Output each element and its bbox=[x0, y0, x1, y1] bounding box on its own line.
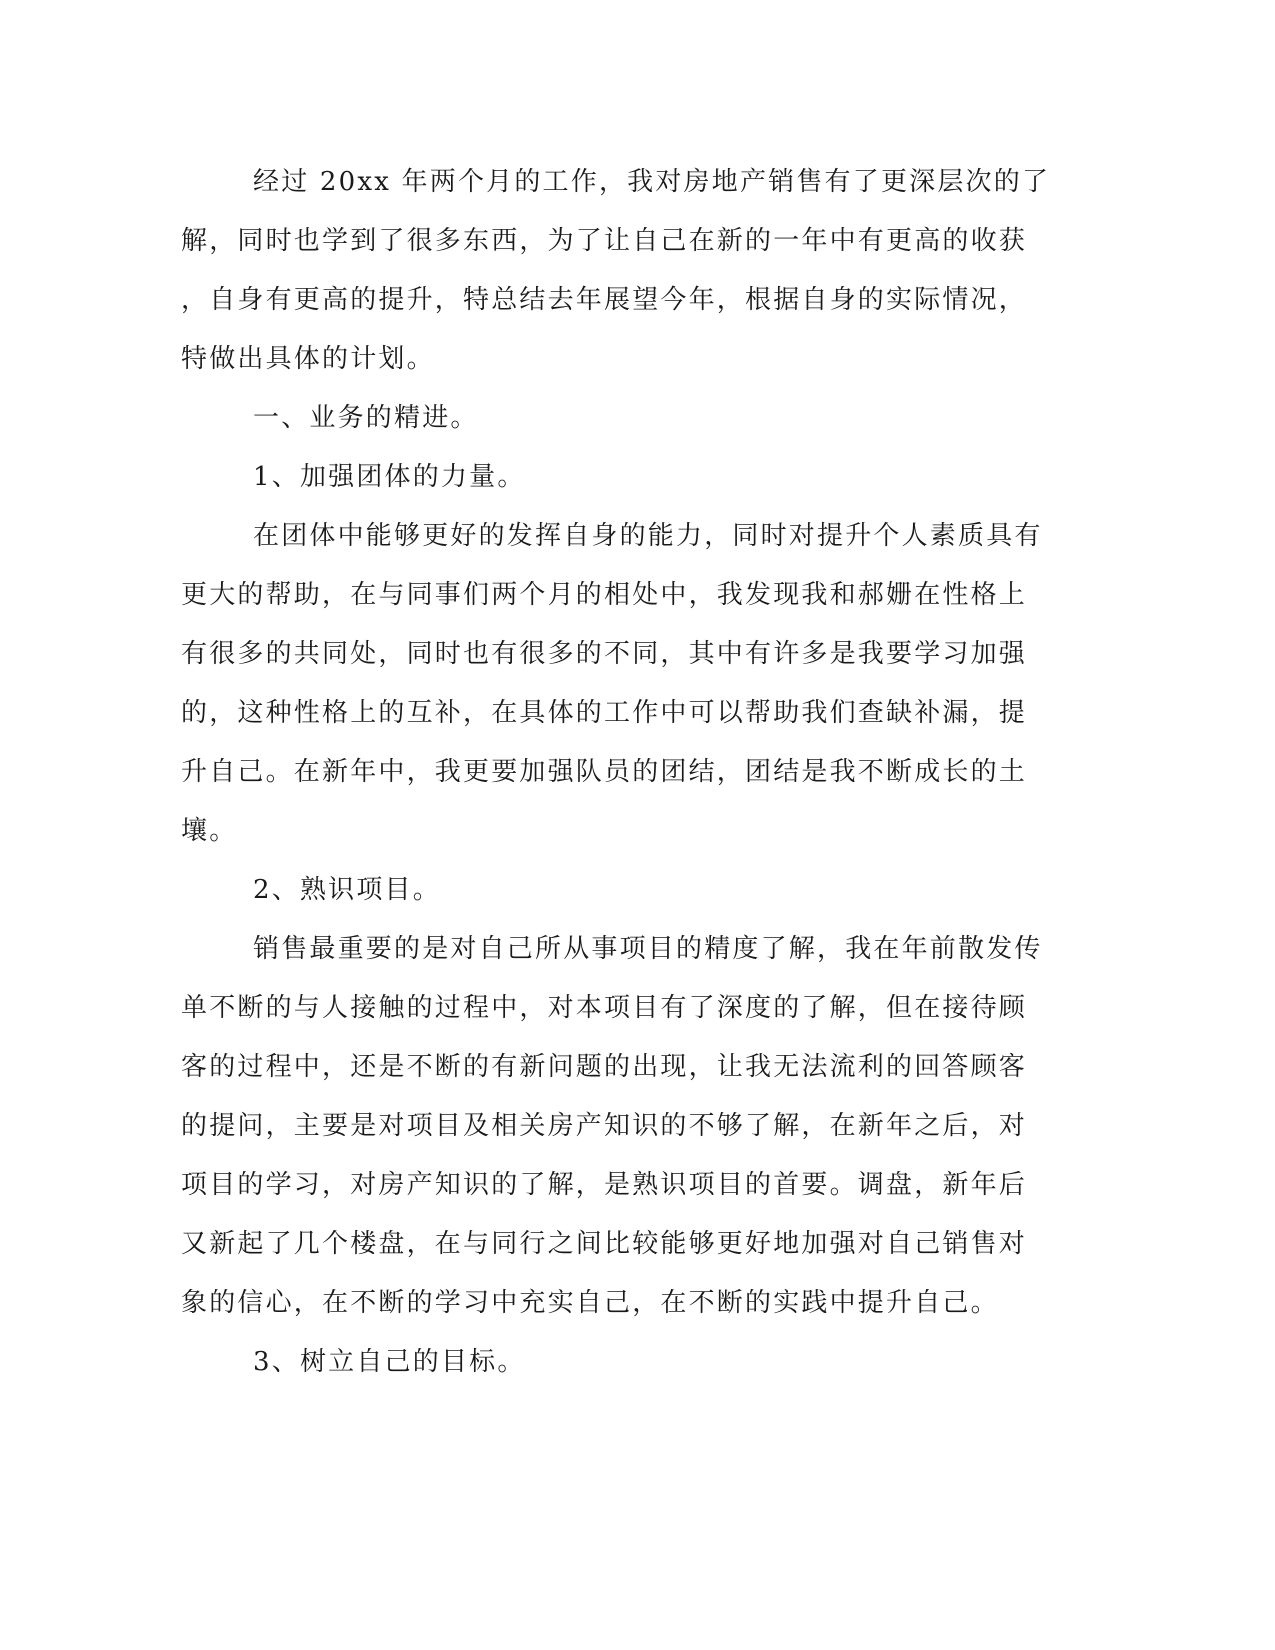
item-heading bbox=[181, 861, 1033, 920]
text-line: 客的过程中，还是不断的有新问题的出现，让我无法流利的回答顾客 bbox=[181, 1052, 1028, 1082]
text-line: 特做出具体的计划。 bbox=[181, 344, 435, 374]
text-line: 单不断的与人接触的过程中，对本项目有了深度的了解，但在接待顾 bbox=[181, 993, 1028, 1023]
text-line: 象的信心，在不断的学习中充实自己，在不断的实践中提升自己。 bbox=[181, 1288, 999, 1318]
text-line: 2、熟识项目。 bbox=[253, 875, 441, 905]
text-line: 销售最重要的是对自己所从事项目的精度了解，我在年前散发传 bbox=[253, 934, 1043, 964]
text-line: 3、树立自己的目标。 bbox=[253, 1347, 526, 1377]
paragraph-intro bbox=[181, 153, 1051, 389]
paragraph-item-1 bbox=[181, 507, 1043, 861]
text-line: 在团体中能够更好的发挥自身的能力，同时对提升个人素质具有 bbox=[253, 521, 1043, 551]
text-line: 壤。 bbox=[181, 816, 238, 846]
text-line: 更大的帮助，在与同事们两个月的相处中，我发现我和郝姗在性格上 bbox=[181, 580, 1028, 610]
item-heading bbox=[181, 448, 1033, 507]
text-line: 一、业务的精进。 bbox=[253, 403, 479, 433]
text-line: 升自己。在新年中，我更要加强队员的团结，团结是我不断成长的土 bbox=[181, 757, 1028, 787]
text-line: 1、加强团体的力量。 bbox=[253, 462, 526, 492]
section-heading bbox=[181, 389, 1033, 448]
text-line: ，自身有更高的提升，特总结去年展望今年，根据自身的实际情况， bbox=[181, 285, 1028, 315]
text-line: 解，同时也学到了很多东西，为了让自己在新的一年中有更高的收获 bbox=[181, 226, 1028, 256]
text-line: 的，这种性格上的互补，在具体的工作中可以帮助我们查缺补漏，提 bbox=[181, 698, 1028, 728]
text-line: 的提问，主要是对项目及相关房产知识的不够了解，在新年之后，对 bbox=[181, 1111, 1028, 1141]
paragraph-item-2 bbox=[181, 920, 1043, 1333]
document-body bbox=[181, 153, 1051, 1392]
text-line: 又新起了几个楼盘，在与同行之间比较能够更好地加强对自己销售对 bbox=[181, 1229, 1028, 1259]
text-line: 有很多的共同处，同时也有很多的不同，其中有许多是我要学习加强 bbox=[181, 639, 1028, 669]
text-line: 经过 20xx 年两个月的工作，我对房地产销售有了更深层次的了 bbox=[253, 167, 1051, 197]
item-heading bbox=[181, 1333, 1033, 1392]
text-line: 项目的学习，对房产知识的了解，是熟识项目的首要。调盘，新年后 bbox=[181, 1170, 1028, 1200]
